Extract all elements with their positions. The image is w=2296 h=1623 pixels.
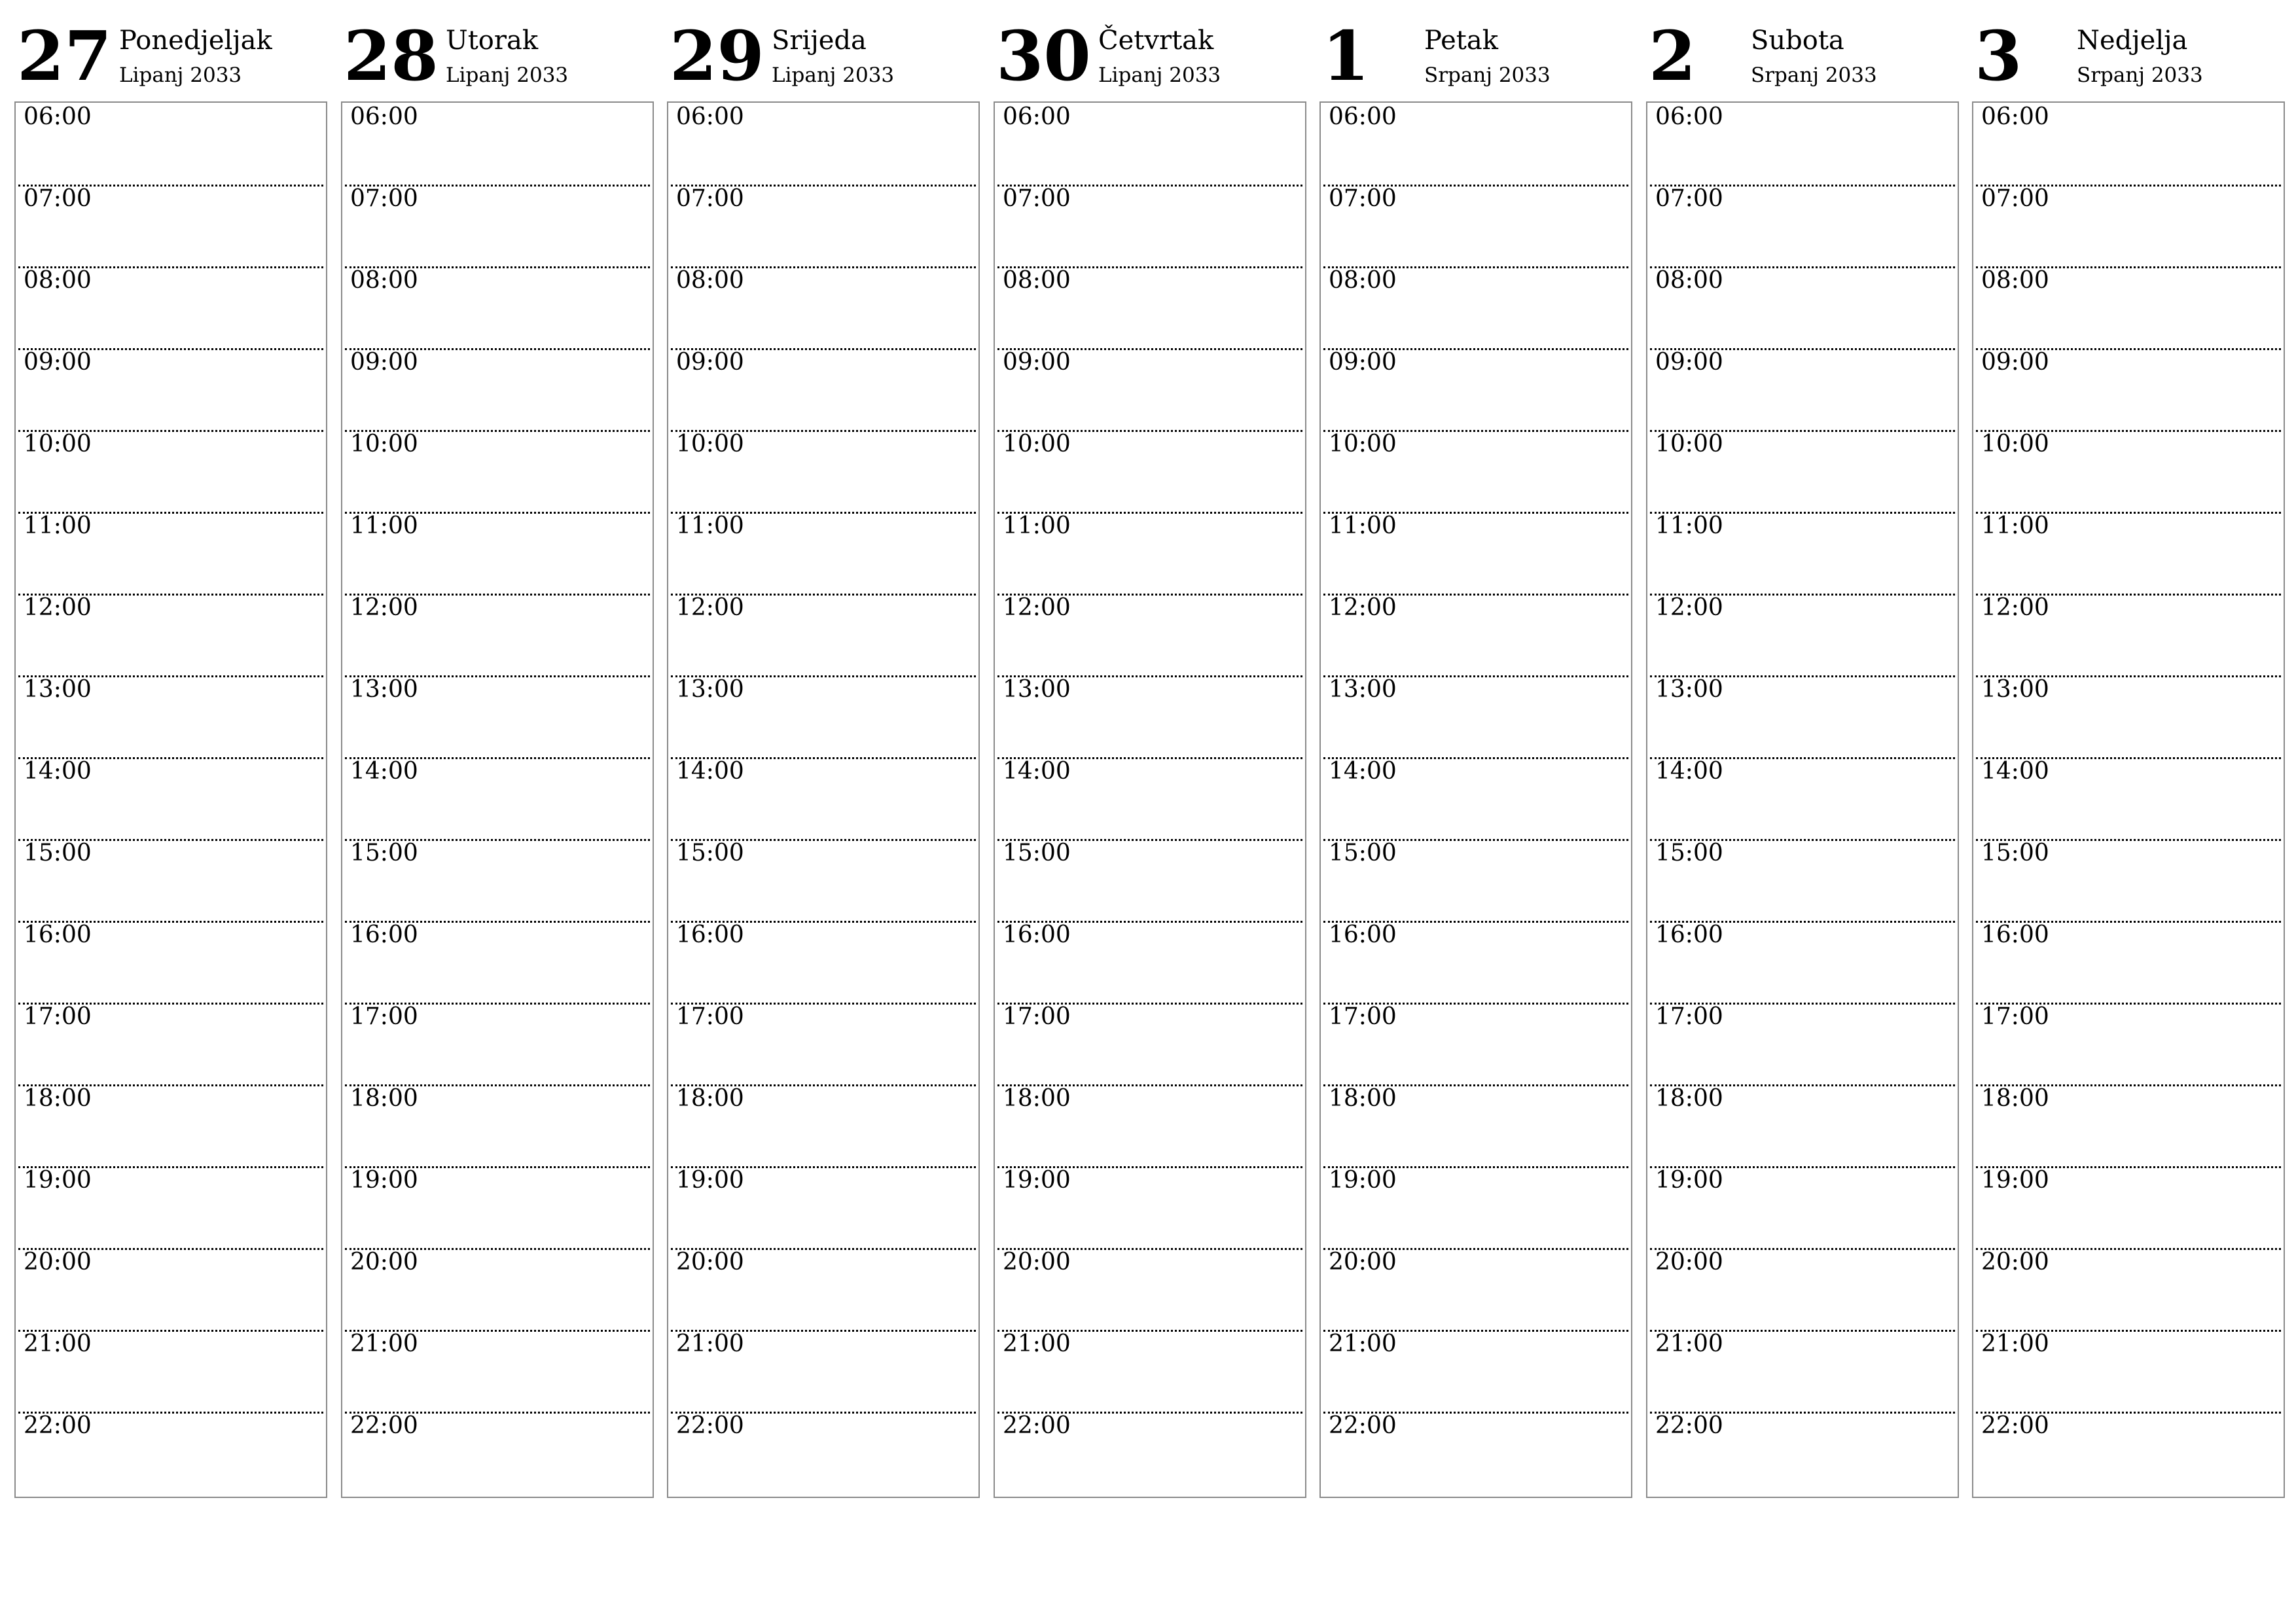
- hour-label: 20:00: [24, 1249, 92, 1275]
- hour-slot[interactable]: [342, 1248, 653, 1330]
- hour-slot[interactable]: [1647, 1330, 1958, 1412]
- hour-slot[interactable]: [1321, 185, 1631, 266]
- day-name: Četvrtak: [1098, 26, 1214, 56]
- hour-label: 09:00: [1981, 349, 2049, 376]
- hour-slot[interactable]: [1321, 103, 1631, 185]
- hour-label: 15:00: [1981, 840, 2049, 866]
- day-number: 29: [670, 16, 764, 96]
- day-schedule-box[interactable]: [14, 101, 327, 1498]
- hour-label: 20:00: [676, 1249, 744, 1275]
- hour-slot[interactable]: [16, 1412, 326, 1493]
- hour-label: 15:00: [1329, 840, 1397, 866]
- hour-label: 13:00: [676, 676, 744, 703]
- hour-label: 22:00: [350, 1412, 418, 1439]
- hour-slot[interactable]: [342, 675, 653, 757]
- hour-slot[interactable]: [1647, 921, 1958, 1003]
- hour-label: 07:00: [1003, 185, 1071, 212]
- hour-label: 16:00: [1981, 921, 2049, 948]
- hour-slot[interactable]: [668, 430, 978, 512]
- hour-label: 12:00: [1003, 594, 1071, 621]
- hour-slot[interactable]: [16, 921, 326, 1003]
- hour-slot[interactable]: [1647, 1248, 1958, 1330]
- hour-label: 11:00: [1329, 512, 1397, 539]
- hour-slot[interactable]: [16, 839, 326, 921]
- hour-label: 18:00: [676, 1085, 744, 1112]
- hour-slot[interactable]: [1647, 675, 1958, 757]
- hour-label: 06:00: [1981, 103, 2049, 130]
- hour-slot[interactable]: [1321, 1330, 1631, 1412]
- hour-label: 21:00: [1003, 1330, 1071, 1357]
- hour-label: 22:00: [676, 1412, 744, 1439]
- day-month: Lipanj 2033: [446, 63, 569, 87]
- hour-label: 12:00: [1981, 594, 2049, 621]
- hour-label: 19:00: [1329, 1167, 1397, 1194]
- hour-slot[interactable]: [668, 185, 978, 266]
- hour-slot[interactable]: [342, 1412, 653, 1493]
- hour-slot[interactable]: [995, 594, 1305, 675]
- hour-label: 16:00: [24, 921, 92, 948]
- hour-slot[interactable]: [995, 839, 1305, 921]
- hour-label: 12:00: [1655, 594, 1723, 621]
- hour-label: 06:00: [1003, 103, 1071, 130]
- hour-label: 12:00: [24, 594, 92, 621]
- hour-label: 09:00: [1003, 349, 1071, 376]
- hour-slot[interactable]: [16, 1003, 326, 1084]
- hour-slot[interactable]: [342, 1330, 653, 1412]
- hour-label: 09:00: [676, 349, 744, 376]
- hour-label: 07:00: [350, 185, 418, 212]
- hour-label: 06:00: [1329, 103, 1397, 130]
- hour-label: 20:00: [1003, 1249, 1071, 1275]
- hour-label: 10:00: [1981, 431, 2049, 457]
- hour-slot[interactable]: [1321, 675, 1631, 757]
- hour-slot[interactable]: [16, 1084, 326, 1166]
- hour-label: 21:00: [1329, 1330, 1397, 1357]
- day-number: 30: [996, 16, 1091, 96]
- hour-label: 12:00: [1329, 594, 1397, 621]
- hour-slot[interactable]: [1973, 1412, 2284, 1493]
- hour-slot[interactable]: [1321, 757, 1631, 839]
- day-name: Utorak: [446, 26, 539, 56]
- hour-label: 20:00: [1329, 1249, 1397, 1275]
- hour-slot[interactable]: [1973, 675, 2284, 757]
- hour-label: 06:00: [1655, 103, 1723, 130]
- hour-slot[interactable]: [1321, 839, 1631, 921]
- hour-label: 06:00: [676, 103, 744, 130]
- hour-slot[interactable]: [1973, 1003, 2284, 1084]
- hour-label: 20:00: [1981, 1249, 2049, 1275]
- hour-slot[interactable]: [1321, 348, 1631, 430]
- hour-slot[interactable]: [1973, 1248, 2284, 1330]
- hour-label: 10:00: [350, 431, 418, 457]
- hour-slot[interactable]: [668, 839, 978, 921]
- hour-slot[interactable]: [1973, 921, 2284, 1003]
- hour-label: 07:00: [1981, 185, 2049, 212]
- hour-label: 13:00: [24, 676, 92, 703]
- hour-label: 19:00: [24, 1167, 92, 1194]
- day-header: [341, 0, 654, 98]
- hour-label: 08:00: [1981, 267, 2049, 294]
- hour-label: 14:00: [24, 758, 92, 785]
- hour-label: 08:00: [1003, 267, 1071, 294]
- hour-slot[interactable]: [1973, 512, 2284, 594]
- hour-slot[interactable]: [668, 675, 978, 757]
- day-number: 1: [1322, 16, 1370, 96]
- hour-slot[interactable]: [342, 266, 653, 348]
- hour-slot[interactable]: [1321, 594, 1631, 675]
- hour-label: 20:00: [350, 1249, 418, 1275]
- hour-label: 21:00: [24, 1330, 92, 1357]
- day-name: Subota: [1751, 26, 1844, 56]
- hour-slot[interactable]: [1973, 594, 2284, 675]
- hour-slot[interactable]: [1647, 1084, 1958, 1166]
- hour-label: 18:00: [1981, 1085, 2049, 1112]
- hour-label: 10:00: [24, 431, 92, 457]
- hour-label: 11:00: [24, 512, 92, 539]
- hour-slot[interactable]: [16, 594, 326, 675]
- hour-slot[interactable]: [1321, 1412, 1631, 1493]
- day-schedule-box[interactable]: [341, 101, 654, 1498]
- hour-label: 14:00: [350, 758, 418, 785]
- hour-label: 11:00: [676, 512, 744, 539]
- hour-slot[interactable]: [668, 512, 978, 594]
- hour-label: 11:00: [1003, 512, 1071, 539]
- hour-slot[interactable]: [1973, 1084, 2284, 1166]
- hour-slot[interactable]: [995, 921, 1305, 1003]
- hour-label: 14:00: [1981, 758, 2049, 785]
- hour-slot[interactable]: [995, 266, 1305, 348]
- hour-slot[interactable]: [1321, 1166, 1631, 1248]
- hour-label: 16:00: [1329, 921, 1397, 948]
- hour-slot[interactable]: [995, 1166, 1305, 1248]
- hour-label: 15:00: [24, 840, 92, 866]
- day-column: [14, 0, 327, 1505]
- hour-label: 17:00: [1003, 1003, 1071, 1030]
- hour-slot[interactable]: [342, 430, 653, 512]
- hour-label: 08:00: [1329, 267, 1397, 294]
- hour-slot[interactable]: [1973, 185, 2284, 266]
- hour-slot[interactable]: [668, 1330, 978, 1412]
- hour-label: 15:00: [1655, 840, 1723, 866]
- hour-label: 21:00: [676, 1330, 744, 1357]
- hour-label: 14:00: [676, 758, 744, 785]
- hour-slot[interactable]: [1973, 839, 2284, 921]
- hour-label: 17:00: [24, 1003, 92, 1030]
- hour-slot[interactable]: [995, 185, 1305, 266]
- hour-slot[interactable]: [1321, 921, 1631, 1003]
- hour-slot[interactable]: [1973, 348, 2284, 430]
- hour-label: 17:00: [1329, 1003, 1397, 1030]
- day-column: [1319, 0, 1632, 1505]
- day-header: [1972, 0, 2285, 98]
- hour-slot[interactable]: [1321, 1084, 1631, 1166]
- hour-label: 13:00: [350, 676, 418, 703]
- hour-slot[interactable]: [995, 675, 1305, 757]
- day-month: Srpanj 2033: [2077, 63, 2203, 87]
- hour-label: 17:00: [350, 1003, 418, 1030]
- hour-slot[interactable]: [16, 1166, 326, 1248]
- hour-slot[interactable]: [342, 103, 653, 185]
- hour-label: 07:00: [1655, 185, 1723, 212]
- hour-label: 18:00: [350, 1085, 418, 1112]
- hour-label: 09:00: [1655, 349, 1723, 376]
- hour-label: 08:00: [24, 267, 92, 294]
- hour-label: 13:00: [1981, 676, 2049, 703]
- hour-label: 07:00: [676, 185, 744, 212]
- hour-slot[interactable]: [995, 1084, 1305, 1166]
- hour-label: 08:00: [350, 267, 418, 294]
- hour-label: 13:00: [1329, 676, 1397, 703]
- day-schedule-box[interactable]: [994, 101, 1306, 1498]
- hour-label: 08:00: [1655, 267, 1723, 294]
- day-schedule-box[interactable]: [1646, 101, 1959, 1498]
- day-column: [667, 0, 980, 1505]
- weekly-planner: [14, 0, 2286, 1505]
- hour-label: 15:00: [1003, 840, 1071, 866]
- hour-slot[interactable]: [995, 1003, 1305, 1084]
- hour-slot[interactable]: [1647, 839, 1958, 921]
- hour-label: 21:00: [350, 1330, 418, 1357]
- hour-label: 17:00: [676, 1003, 744, 1030]
- day-number: 2: [1649, 16, 1696, 96]
- day-name: Nedjelja: [2077, 26, 2188, 56]
- hour-label: 22:00: [1981, 1412, 2049, 1439]
- hour-slot[interactable]: [16, 757, 326, 839]
- hour-slot[interactable]: [995, 1330, 1305, 1412]
- hour-slot[interactable]: [1647, 430, 1958, 512]
- hour-slot[interactable]: [342, 757, 653, 839]
- hour-slot[interactable]: [342, 348, 653, 430]
- day-month: Srpanj 2033: [1751, 63, 1877, 87]
- hour-label: 20:00: [1655, 1249, 1723, 1275]
- hour-slot[interactable]: [1321, 266, 1631, 348]
- hour-slot[interactable]: [668, 757, 978, 839]
- day-header: [994, 0, 1306, 98]
- hour-slot[interactable]: [995, 348, 1305, 430]
- hour-slot[interactable]: [1647, 185, 1958, 266]
- hour-label: 14:00: [1655, 758, 1723, 785]
- hour-slot[interactable]: [1973, 266, 2284, 348]
- hour-slot[interactable]: [668, 266, 978, 348]
- day-number: 28: [344, 16, 439, 96]
- hour-slot[interactable]: [16, 512, 326, 594]
- hour-label: 14:00: [1003, 758, 1071, 785]
- day-column: [1646, 0, 1959, 1505]
- hour-slot[interactable]: [16, 103, 326, 185]
- hour-label: 16:00: [676, 921, 744, 948]
- hour-slot[interactable]: [668, 348, 978, 430]
- hour-slot[interactable]: [1647, 103, 1958, 185]
- hour-slot[interactable]: [1321, 430, 1631, 512]
- hour-label: 08:00: [676, 267, 744, 294]
- hour-label: 21:00: [1981, 1330, 2049, 1357]
- hour-label: 22:00: [1329, 1412, 1397, 1439]
- hour-label: 06:00: [350, 103, 418, 130]
- day-schedule-box[interactable]: [1319, 101, 1632, 1498]
- hour-label: 15:00: [676, 840, 744, 866]
- hour-label: 12:00: [350, 594, 418, 621]
- day-column: [341, 0, 654, 1505]
- hour-label: 22:00: [1655, 1412, 1723, 1439]
- hour-label: 13:00: [1655, 676, 1723, 703]
- hour-slot[interactable]: [16, 1248, 326, 1330]
- hour-label: 10:00: [676, 431, 744, 457]
- day-name: Petak: [1424, 26, 1498, 56]
- hour-label: 15:00: [350, 840, 418, 866]
- hour-slot[interactable]: [342, 1003, 653, 1084]
- hour-label: 22:00: [24, 1412, 92, 1439]
- day-schedule-box[interactable]: [667, 101, 980, 1498]
- hour-label: 18:00: [1655, 1085, 1723, 1112]
- hour-label: 19:00: [1981, 1167, 2049, 1194]
- hour-slot[interactable]: [1647, 348, 1958, 430]
- hour-slot[interactable]: [668, 103, 978, 185]
- hour-label: 11:00: [1981, 512, 2049, 539]
- hour-slot[interactable]: [1973, 1330, 2284, 1412]
- hour-label: 11:00: [350, 512, 418, 539]
- hour-label: 18:00: [1329, 1085, 1397, 1112]
- hour-label: 19:00: [1003, 1167, 1071, 1194]
- hour-slot[interactable]: [1647, 1412, 1958, 1493]
- hour-label: 10:00: [1003, 431, 1071, 457]
- hour-slot[interactable]: [1973, 103, 2284, 185]
- hour-label: 09:00: [350, 349, 418, 376]
- hour-slot[interactable]: [1647, 594, 1958, 675]
- day-month: Lipanj 2033: [1098, 63, 1221, 87]
- hour-slot[interactable]: [1321, 512, 1631, 594]
- hour-slot[interactable]: [16, 348, 326, 430]
- day-schedule-box[interactable]: [1972, 101, 2285, 1498]
- hour-slot[interactable]: [342, 839, 653, 921]
- hour-label: 16:00: [1003, 921, 1071, 948]
- hour-slot[interactable]: [995, 430, 1305, 512]
- hour-slot[interactable]: [1647, 1003, 1958, 1084]
- hour-label: 09:00: [24, 349, 92, 376]
- hour-slot[interactable]: [995, 757, 1305, 839]
- day-month: Lipanj 2033: [119, 63, 242, 87]
- hour-label: 21:00: [1655, 1330, 1723, 1357]
- hour-slot[interactable]: [668, 1084, 978, 1166]
- hour-slot[interactable]: [16, 185, 326, 266]
- hour-slot[interactable]: [1973, 1166, 2284, 1248]
- day-header: [1646, 0, 1959, 98]
- hour-slot[interactable]: [16, 1330, 326, 1412]
- hour-slot[interactable]: [668, 1003, 978, 1084]
- hour-label: 18:00: [1003, 1085, 1071, 1112]
- hour-slot[interactable]: [342, 1084, 653, 1166]
- hour-slot[interactable]: [16, 675, 326, 757]
- hour-slot[interactable]: [995, 1248, 1305, 1330]
- hour-label: 17:00: [1655, 1003, 1723, 1030]
- hour-slot[interactable]: [16, 430, 326, 512]
- hour-slot[interactable]: [995, 512, 1305, 594]
- hour-label: 19:00: [676, 1167, 744, 1194]
- hour-label: 16:00: [350, 921, 418, 948]
- day-header: [14, 0, 327, 98]
- day-column: [1972, 0, 2285, 1505]
- hour-slot[interactable]: [668, 1412, 978, 1493]
- day-number: 3: [1975, 16, 2022, 96]
- day-month: Lipanj 2033: [772, 63, 895, 87]
- hour-slot[interactable]: [1973, 430, 2284, 512]
- hour-slot[interactable]: [342, 512, 653, 594]
- hour-slot[interactable]: [342, 1166, 653, 1248]
- hour-slot[interactable]: [995, 103, 1305, 185]
- hour-label: 06:00: [24, 103, 92, 130]
- hour-label: 19:00: [1655, 1167, 1723, 1194]
- day-column: [994, 0, 1306, 1505]
- hour-slot[interactable]: [342, 921, 653, 1003]
- hour-slot[interactable]: [1647, 757, 1958, 839]
- hour-slot[interactable]: [668, 1166, 978, 1248]
- hour-slot[interactable]: [342, 185, 653, 266]
- hour-slot[interactable]: [1647, 266, 1958, 348]
- hour-label: 09:00: [1329, 349, 1397, 376]
- hour-label: 19:00: [350, 1167, 418, 1194]
- hour-label: 07:00: [1329, 185, 1397, 212]
- hour-slot[interactable]: [1321, 1248, 1631, 1330]
- day-header: [667, 0, 980, 98]
- hour-label: 14:00: [1329, 758, 1397, 785]
- day-header: [1319, 0, 1632, 98]
- hour-slot[interactable]: [1647, 1166, 1958, 1248]
- hour-label: 12:00: [676, 594, 744, 621]
- hour-label: 22:00: [1003, 1412, 1071, 1439]
- hour-slot[interactable]: [668, 921, 978, 1003]
- hour-slot[interactable]: [1973, 757, 2284, 839]
- day-month: Srpanj 2033: [1424, 63, 1551, 87]
- hour-slot[interactable]: [342, 594, 653, 675]
- day-number: 27: [17, 16, 112, 96]
- hour-slot[interactable]: [1647, 512, 1958, 594]
- hour-slot[interactable]: [668, 594, 978, 675]
- hour-label: 17:00: [1981, 1003, 2049, 1030]
- hour-label: 10:00: [1329, 431, 1397, 457]
- hour-slot[interactable]: [1321, 1003, 1631, 1084]
- hour-label: 10:00: [1655, 431, 1723, 457]
- hour-slot[interactable]: [668, 1248, 978, 1330]
- hour-label: 07:00: [24, 185, 92, 212]
- day-name: Ponedjeljak: [119, 26, 272, 56]
- hour-slot[interactable]: [995, 1412, 1305, 1493]
- hour-slot[interactable]: [16, 266, 326, 348]
- hour-label: 16:00: [1655, 921, 1723, 948]
- hour-label: 13:00: [1003, 676, 1071, 703]
- hour-label: 11:00: [1655, 512, 1723, 539]
- hour-label: 18:00: [24, 1085, 92, 1112]
- day-name: Srijeda: [772, 26, 867, 56]
